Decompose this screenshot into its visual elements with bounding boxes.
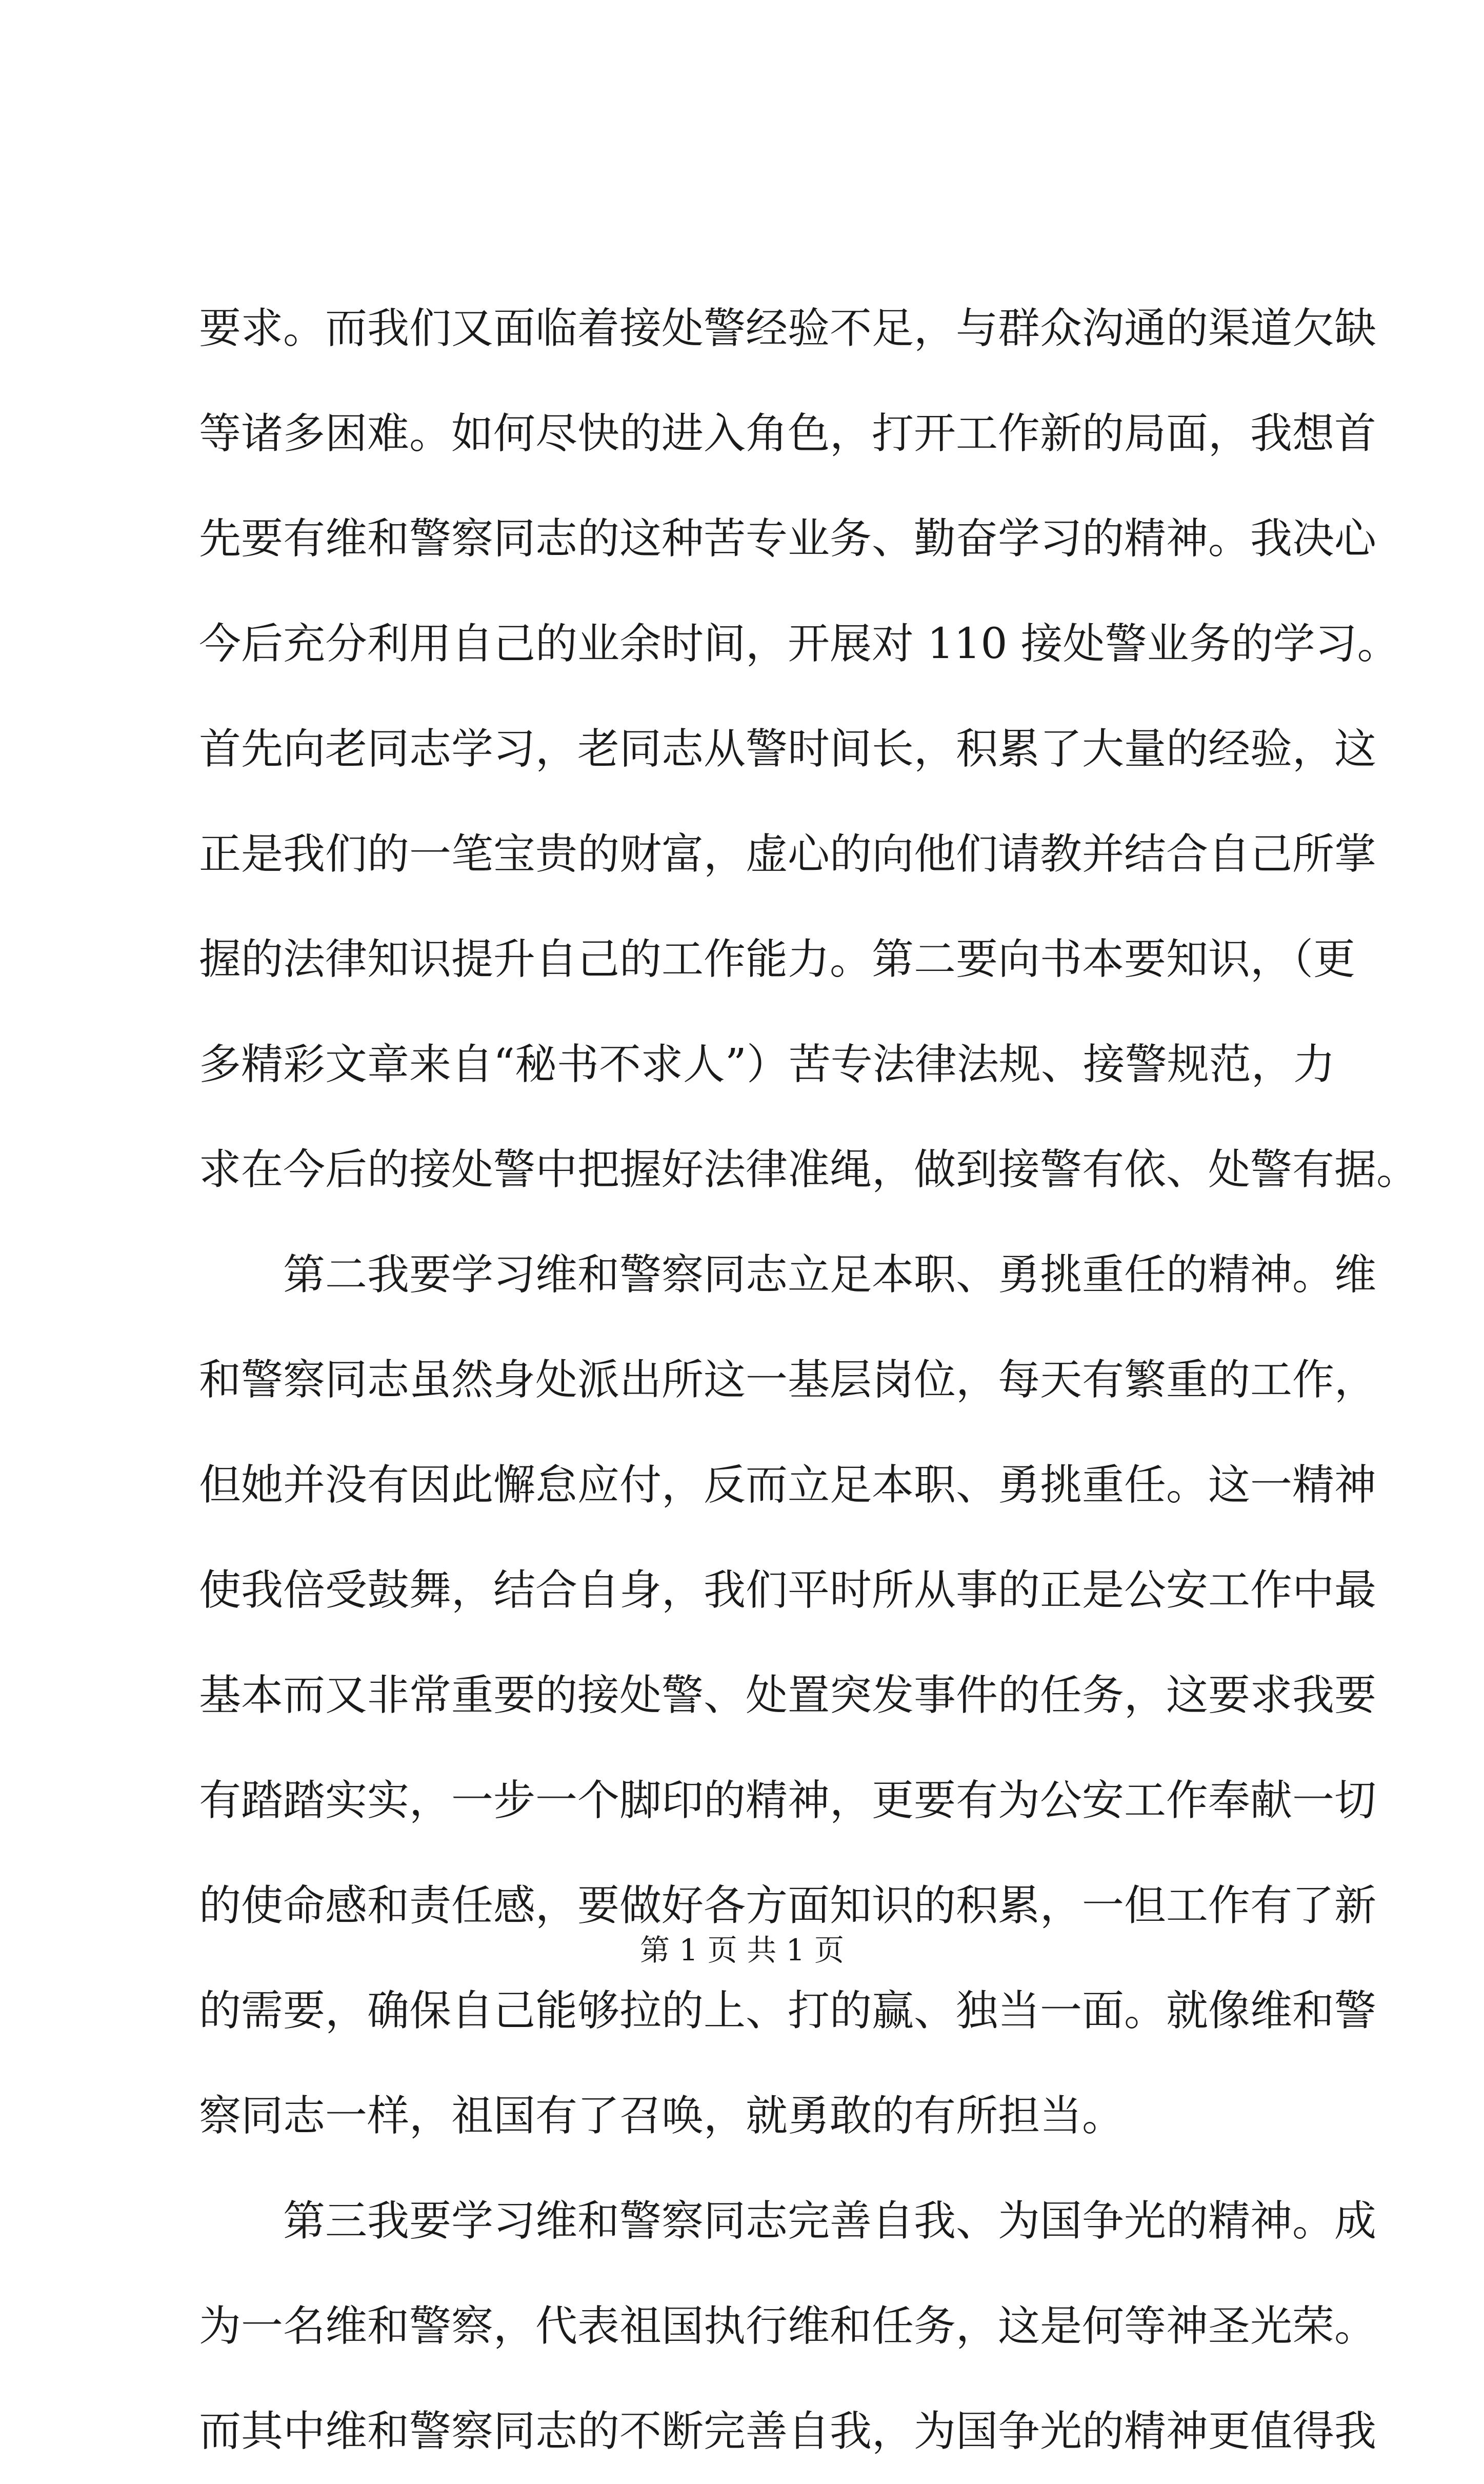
text-line: 多精彩文章来自“秘书不求人”）苦专法律法规、接警规范，力 (199, 1040, 1335, 1089)
text-line: 正是我们的一笔宝贵的财富，虚心的向他们请教并结合自己所掌 (199, 830, 1377, 879)
text-line: 但她并没有因此懈怠应付，反而立足本职、勇挑重任。这一精神 (199, 1461, 1377, 1509)
text-line: 要求。而我们又面临着接处警经验不足，与群众沟通的渠道欠缺 (199, 304, 1377, 353)
paragraph-start-line: 第二我要学习维和警察同志立足本职、勇挑重任的精神。维 (283, 1250, 1377, 1299)
text-line: 先要有维和警察同志的这种苦专业务、勤奋学习的精神。我决心 (199, 514, 1377, 563)
text-line: 而其中维和警察同志的不断完善自我，为国争光的精神更值得我 (199, 2407, 1377, 2456)
text-line: 的需要，确保自己能够拉的上、打的赢、独当一面。就像维和警 (199, 1986, 1377, 2035)
paragraph-start-line: 第三我要学习维和警察同志完善自我、为国争光的精神。成 (283, 2197, 1377, 2245)
text-line: 求在今后的接处警中把握好法律准绳，做到接警有依、处警有据。 (199, 1145, 1419, 1194)
text-line: 和警察同志虽然身处派出所这一基层岗位，每天有繁重的工作， (199, 1356, 1377, 1404)
paragraph-end-line: 察同志一样，祖国有了召唤，就勇敢的有所担当。 (199, 2092, 1125, 2140)
text-line: 为一名维和警察，代表祖国执行维和任务，这是何等神圣光荣。 (199, 2302, 1377, 2351)
text-line: 首先向老同志学习，老同志从警时间长，积累了大量的经验，这 (199, 725, 1377, 773)
text-line: 等诸多困难。如何尽快的进入角色，打开工作新的局面，我想首 (199, 409, 1377, 458)
text-line: 使我倍受鼓舞，结合自身，我们平时所从事的正是公安工作中最 (199, 1566, 1377, 1615)
text-line: 今后充分利用自己的业余时间，开展对 110 接处警业务的学习。 (199, 620, 1399, 668)
page-footer: 第 1 页 共 1 页 (640, 1933, 844, 1968)
text-line: 的使命感和责任感，要做好各方面知识的积累，一但工作有了新 (199, 1881, 1377, 1930)
text-line: 有踏踏实实，一步一个脚印的精神，更要有为公安工作奉献一切 (199, 1776, 1377, 1825)
text-line: 握的法律知识提升自己的工作能力。第二要向书本要知识，（更 (199, 935, 1356, 984)
text-line: 基本而又非常重要的接处警、处置突发事件的任务，这要求我要 (199, 1671, 1377, 1720)
document-body (199, 276, 1419, 2484)
